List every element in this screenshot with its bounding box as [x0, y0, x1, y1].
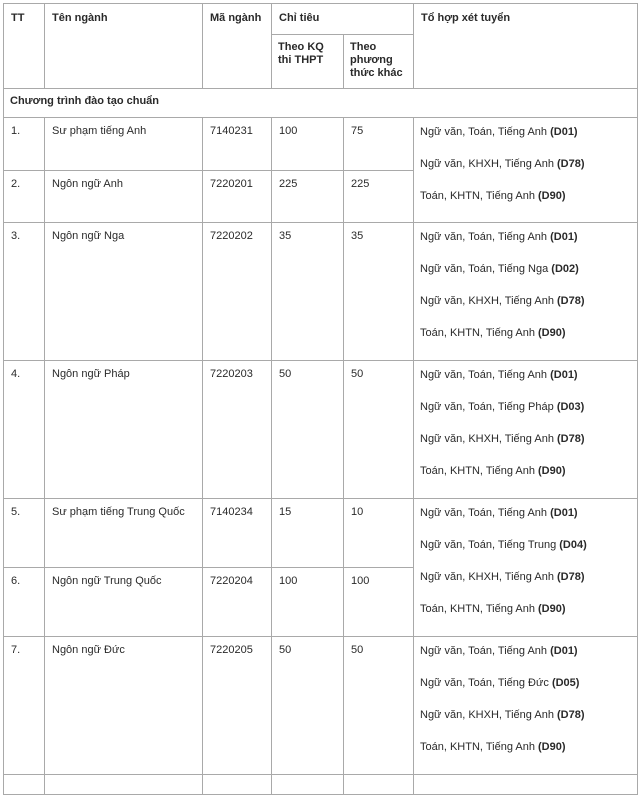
cell-tt: 5.: [4, 499, 45, 568]
cell-ten-nganh: Sư phạm tiếng Trung Quốc: [45, 499, 203, 568]
cell-theo-khac: 225: [344, 171, 414, 223]
cell-tt: 6.: [4, 568, 45, 637]
combo-line: Ngữ văn, Toán, Tiếng Anh (D01): [420, 126, 578, 138]
cell-ma-nganh: 7220204: [203, 568, 272, 637]
cell-ma-nganh: 7140231: [203, 118, 272, 171]
combo-line: Ngữ văn, Toán, Tiếng Anh (D01): [420, 231, 578, 243]
cell-to-hop: [414, 223, 638, 361]
cell-tt: 3.: [4, 223, 45, 361]
combo-line: Ngữ văn, Toán, Tiếng Anh (D01): [420, 507, 578, 519]
cell-ten-nganh: Ngôn ngữ Đức: [45, 637, 203, 775]
cell-theo-kq: 50: [272, 361, 344, 499]
cell-ma-nganh: 7220203: [203, 361, 272, 499]
cell-ma-nganh: 7220202: [203, 223, 272, 361]
combo-line: Toán, KHTN, Tiếng Anh (D90): [420, 465, 566, 477]
cell-theo-khac: 75: [344, 118, 414, 171]
cell-theo-kq: 100: [272, 118, 344, 171]
section-row: [4, 89, 638, 118]
cell-ma-nganh: 7140234: [203, 499, 272, 568]
combo-line: Ngữ văn, KHXH, Tiếng Anh (D78): [420, 571, 585, 583]
combo-line: Ngữ văn, Toán, Tiếng Anh (D01): [420, 645, 578, 657]
cell-tt: [4, 775, 45, 795]
cell-theo-kq: [272, 775, 344, 795]
cell-theo-khac: 10: [344, 499, 414, 568]
cell-tt: 7.: [4, 637, 45, 775]
table-row: [4, 775, 638, 795]
combo-line: Toán, KHTN, Tiếng Anh (D90): [420, 603, 566, 615]
header-to-hop: Tổ hợp xét tuyển: [414, 4, 638, 89]
header-ten-nganh: Tên ngành: [45, 4, 203, 89]
cell-ten-nganh: Ngôn ngữ Pháp: [45, 361, 203, 499]
combo-line: Ngữ văn, KHXH, Tiếng Anh (D78): [420, 158, 585, 170]
table-row: [4, 637, 638, 775]
header-theo-kq: Theo KQ thi THPT: [272, 35, 344, 89]
cell-tt: 1.: [4, 118, 45, 171]
cell-ten-nganh: Sư phạm tiếng Anh: [45, 118, 203, 171]
cell-theo-khac: 100: [344, 568, 414, 637]
cell-theo-kq: 35: [272, 223, 344, 361]
cell-to-hop: [414, 361, 638, 499]
combo-line: Ngữ văn, Toán, Tiếng Pháp (D03): [420, 401, 585, 413]
cell-ten-nganh: Ngôn ngữ Trung Quốc: [45, 568, 203, 637]
header-chi-tieu: Chỉ tiêu: [272, 4, 414, 35]
cell-tt: 4.: [4, 361, 45, 499]
admissions-table: [3, 3, 638, 795]
cell-theo-khac: 35: [344, 223, 414, 361]
section-title: Chương trình đào tạo chuẩn: [4, 89, 638, 118]
combo-line: Toán, KHTN, Tiếng Anh (D90): [420, 190, 566, 202]
cell-theo-kq: 15: [272, 499, 344, 568]
cell-theo-kq: 225: [272, 171, 344, 223]
combo-line: Ngữ văn, KHXH, Tiếng Anh (D78): [420, 295, 585, 307]
cell-ten-nganh: Ngôn ngữ Anh: [45, 171, 203, 223]
cell-theo-khac: [344, 775, 414, 795]
cell-ma-nganh: 7220205: [203, 637, 272, 775]
combo-line: Ngữ văn, KHXH, Tiếng Anh (D78): [420, 433, 585, 445]
combo-line: Ngữ văn, Toán, Tiếng Nga (D02): [420, 263, 579, 275]
header-row-1: [4, 4, 638, 35]
header-ma-nganh: Mã ngành: [203, 4, 272, 89]
cell-tt: 2.: [4, 171, 45, 223]
cell-ten-nganh: Ngôn ngữ Nga: [45, 223, 203, 361]
cell-theo-kq: 100: [272, 568, 344, 637]
combo-line: Ngữ văn, Toán, Tiếng Anh (D01): [420, 369, 578, 381]
table-row: [4, 118, 638, 171]
header-theo-pt-khac: Theo phương thức khác: [344, 35, 414, 89]
cell-to-hop: [414, 118, 638, 223]
cell-ma-nganh: 7220201: [203, 171, 272, 223]
cell-to-hop: [414, 775, 638, 795]
combo-line: Ngữ văn, Toán, Tiếng Đức (D05): [420, 677, 580, 689]
cell-ma-nganh: [203, 775, 272, 795]
table-row: [4, 223, 638, 361]
cell-to-hop: [414, 637, 638, 775]
cell-theo-kq: 50: [272, 637, 344, 775]
combo-line: Ngữ văn, Toán, Tiếng Trung (D04): [420, 539, 587, 551]
table-row: [4, 499, 638, 568]
header-tt: TT: [4, 4, 45, 89]
cell-to-hop: [414, 499, 638, 637]
cell-theo-khac: 50: [344, 637, 414, 775]
table-row: [4, 361, 638, 499]
combo-line: Toán, KHTN, Tiếng Anh (D90): [420, 327, 566, 339]
combo-line: Toán, KHTN, Tiếng Anh (D90): [420, 741, 566, 753]
cell-ten-nganh: [45, 775, 203, 795]
cell-theo-khac: 50: [344, 361, 414, 499]
combo-line: Ngữ văn, KHXH, Tiếng Anh (D78): [420, 709, 585, 721]
